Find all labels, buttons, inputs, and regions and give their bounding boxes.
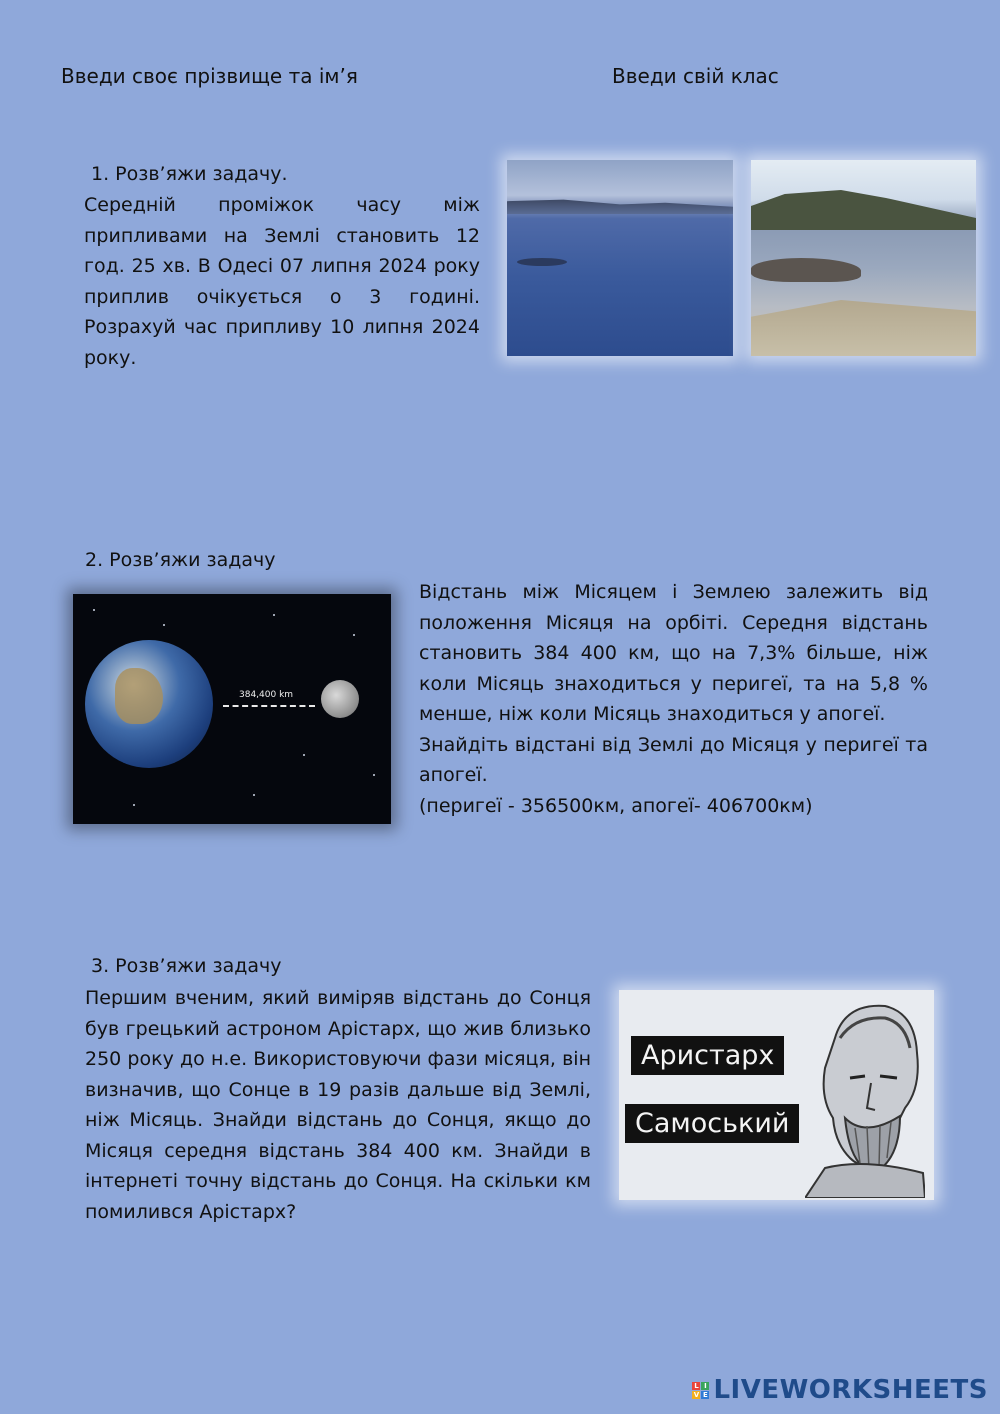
earth-moon-image [73,594,391,824]
task1-text: Середній проміжок часу між припливами на Землі становить 12 год. 25 хв. В Одесі 07 липня 2024 року приплив очікується о 3 годині. Розрахуй час припливу 10 липня 2024 року. [84,194,480,369]
portrait-name-line2: Самоський [625,1104,799,1143]
liveworksheets-logo [692,1375,988,1405]
task3-text: Першим вченим, який виміряв відстань до Сонця був грецький астроном Арістарх, що жив близько 250 року до н.е. Використовуючи фази місяця, він визначив, що Сонце в 19 разів дальше від Землі, ніж Місяць. Знайди відстань до Сонця, якщо до Місяця середня відстань 384 400 км. Знайди в інтернеті точну відстань до Сонця. На скільки км помилився Арістарх? [85,987,591,1223]
task3-title: 3. Розв’яжи задачу [91,955,282,977]
task1-title: 1. Розв’яжи задачу. [91,163,288,185]
task2-text [419,577,928,821]
distance-label: 384,400 km [239,690,294,700]
portrait-name-line1: Аристарх [631,1036,784,1075]
bust-illustration [805,998,925,1198]
aristarchus-portrait [619,990,934,1200]
distance-arrow [223,705,315,707]
task2-title: 2. Розв’яжи задачу [85,549,276,571]
task2-answer: (перигеї - 356500км, апогеї- 406700км) [419,794,813,817]
logo-mark-icon: L I V E [693,1381,708,1399]
sea-photo-right [751,160,976,356]
task2-question: Знайдіть відстані від Землі до Місяця у перигеї та апогеї. [419,733,928,786]
sea-photo-left [507,160,733,356]
task2-description: Відстань між Місяцем і Землею залежить від положення Місяця на орбіті. Середня відстань становить 384 400 км, що на 7,3% більше, ніж коли Місяць знаходиться у перигеї, та на 5,8 % менше, ніж коли Місяць знаходиться у апогеї. [419,581,928,725]
logo-text: LIVEWORKSHEETS [713,1375,988,1405]
moon-graphic [321,680,359,718]
class-prompt: Введи свій клас [612,64,779,88]
earth-graphic [85,640,213,768]
name-prompt: Введи своє прізвище та ім’я [61,64,358,88]
